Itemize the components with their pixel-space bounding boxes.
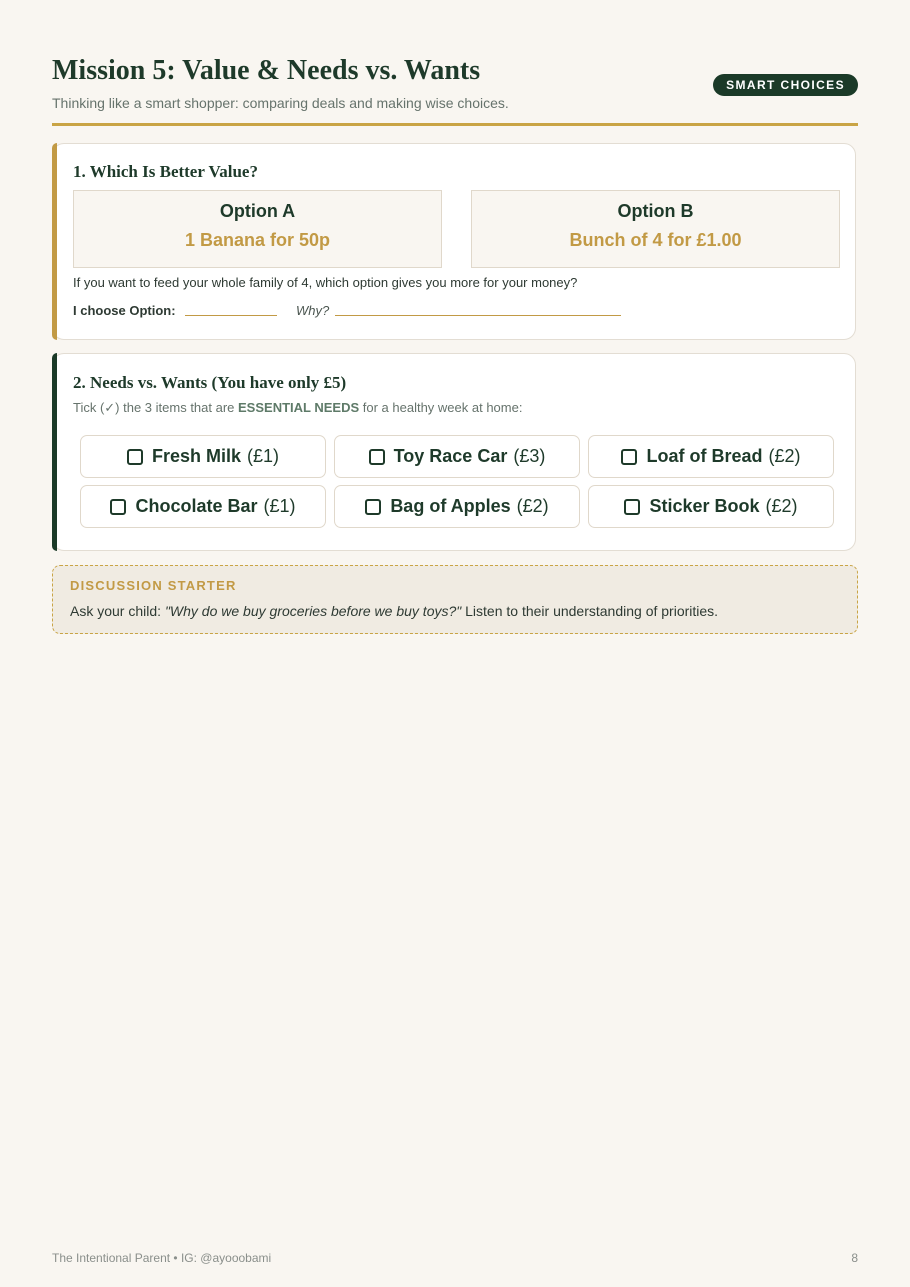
option-b-box: [471, 190, 840, 268]
option-b-value: Bunch of 4 for £1.00: [569, 230, 742, 250]
option-a-value: 1 Banana for 50p: [184, 230, 331, 250]
discussion-prompt: Ask your child:: [70, 603, 165, 619]
option-a-label: Option A: [219, 201, 296, 221]
item-price: (£2): [768, 446, 801, 466]
discussion-title: DISCUSSION STARTER: [70, 578, 237, 593]
option-answer-blank[interactable]: [185, 315, 277, 316]
page-subtitle: Thinking like a smart shopper: comparing deals and making wise choices.: [52, 95, 509, 111]
option-a-box: [73, 190, 442, 268]
checkbox-icon[interactable]: [110, 499, 126, 515]
checkbox-icon[interactable]: [369, 449, 385, 465]
item-price: (£2): [765, 496, 798, 516]
item-price: (£2): [516, 496, 549, 516]
discussion-followup: Listen to their understanding of priorities.: [461, 603, 719, 619]
footer-credit: The Intentional Parent • IG: @ayooobami: [52, 1251, 272, 1265]
item-name: Fresh Milk: [151, 446, 241, 466]
page-header: [52, 54, 858, 112]
discussion-text: [70, 602, 718, 620]
value-comparison-card: [52, 143, 856, 340]
choose-option-label: I choose Option:: [73, 303, 176, 318]
item-name: Sticker Book: [649, 496, 760, 516]
item-price: (£1): [247, 446, 280, 466]
instruction-emphasis: ESSENTIAL NEEDS: [238, 400, 360, 415]
instruction-text: Tick (✓) the 3 items that are: [73, 400, 239, 415]
header-divider: [52, 123, 858, 126]
worksheet-page: [52, 0, 858, 1287]
needs-instruction: [73, 400, 522, 416]
item-fresh-milk[interactable]: [80, 435, 326, 478]
item-name: Chocolate Bar: [135, 496, 258, 516]
item-bag-of-apples[interactable]: [334, 485, 580, 528]
item-toy-race-car[interactable]: [334, 435, 580, 478]
item-name: Bag of Apples: [390, 496, 511, 516]
why-answer-blank[interactable]: [335, 315, 621, 316]
needs-wants-card: [52, 353, 856, 551]
smart-choices-badge: SMART CHOICES: [713, 74, 858, 96]
checkbox-icon[interactable]: [365, 499, 381, 515]
item-name: Toy Race Car: [393, 446, 508, 466]
checkbox-icon[interactable]: [624, 499, 640, 515]
instruction-text-end: for a healthy week at home:: [359, 400, 523, 415]
page-title: Mission 5: Value & Needs vs. Wants: [52, 55, 481, 86]
item-sticker-book[interactable]: [588, 485, 834, 528]
discussion-quote: "Why do we buy groceries before we buy toys?": [164, 603, 462, 619]
value-question: If you want to feed your whole family of 4, which option gives you more for your money?: [73, 275, 578, 290]
item-loaf-of-bread[interactable]: [588, 435, 834, 478]
item-chocolate-bar[interactable]: [80, 485, 326, 528]
item-name: Loaf of Bread: [646, 446, 763, 466]
option-b-label: Option B: [617, 201, 694, 221]
discussion-starter-box: [52, 565, 858, 634]
item-price: (£3): [513, 446, 546, 466]
why-label: Why?: [296, 303, 330, 318]
page-number: 8: [851, 1251, 858, 1265]
checkbox-icon[interactable]: [621, 449, 637, 465]
item-price: (£1): [263, 496, 296, 516]
section-title-value: 1. Which Is Better Value?: [73, 162, 258, 181]
section-title-needs: 2. Needs vs. Wants (You have only £5): [73, 373, 347, 392]
checkbox-icon[interactable]: [127, 449, 143, 465]
